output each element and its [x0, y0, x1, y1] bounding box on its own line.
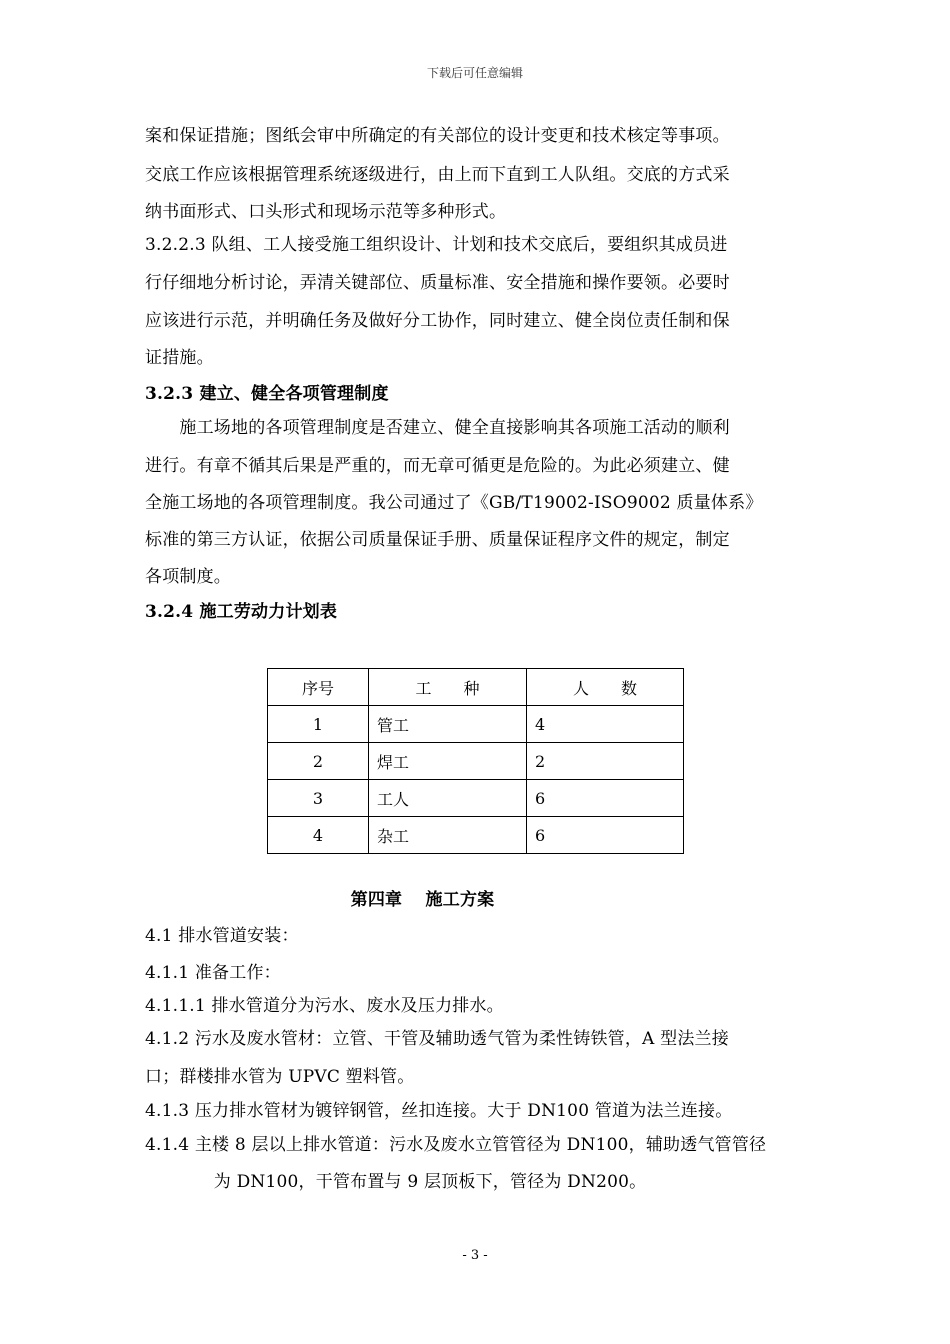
cell-trade: 焊工: [369, 743, 527, 780]
section-heading-3-2-4: 3.2.4 施工劳动力计划表: [145, 602, 338, 622]
paragraph-line: 4.1.4 主楼 8 层以上排水管道：污水及废水立管管径为 DN100，辅助透气管管径: [145, 1135, 767, 1155]
cell-count: 6: [527, 817, 684, 854]
header-cell-seq: 序号: [268, 669, 369, 706]
paragraph-line: 标准的第三方认证，依据公司质量保证手册、质量保证程序文件的规定，制定: [145, 530, 730, 550]
paragraph-line: 全施工场地的各项管理制度。我公司通过了《GB/T19002-ISO9002 质量体系》: [145, 493, 763, 513]
paragraph-line: 4.1 排水管道安装：: [145, 926, 299, 946]
table-row: [268, 817, 684, 854]
cell-count: 2: [527, 743, 684, 780]
paragraph-line: 施工场地的各项管理制度是否建立、健全直接影响其各项施工活动的顺利: [145, 418, 730, 438]
cell-seq: 4: [268, 817, 369, 854]
paragraph-line: 应该进行示范，并明确任务及做好分工协作，同时建立、健全岗位责任制和保: [145, 311, 730, 331]
table-row: [268, 743, 684, 780]
page-header: 下载后可任意编辑: [426, 66, 523, 80]
paragraph-line: 交底工作应该根据管理系统逐级进行，由上而下直到工人队组。交底的方式采: [145, 165, 730, 185]
header-cell-count: 人 数: [527, 669, 684, 706]
cell-trade: 管工: [369, 706, 527, 743]
paragraph-line: 案和保证措施；图纸会审中所确定的有关部位的设计变更和技术核定等事项。: [145, 126, 730, 146]
paragraph-line: 口；群楼排水管为 UPVC 塑料管。: [145, 1067, 415, 1087]
cell-seq: 1: [268, 706, 369, 743]
cell-seq: 3: [268, 780, 369, 817]
cell-count: 6: [527, 780, 684, 817]
paragraph-line: 证措施。: [145, 348, 214, 368]
paragraph-line: 为 DN100，干管布置与 9 层顶板下，管径为 DN200。: [145, 1172, 647, 1192]
paragraph-line: 各项制度。: [145, 567, 231, 587]
table-header-row: [268, 669, 684, 706]
paragraph-line: 行仔细地分析讨论，弄清关键部位、质量标准、安全措施和操作要领。必要时: [145, 273, 730, 293]
paragraph-line: 纳书面形式、口头形式和现场示范等多种形式。: [145, 202, 507, 222]
cell-trade: 工人: [369, 780, 527, 817]
paragraph-line: 3.2.2.3 队组、工人接受施工组织设计、计划和技术交底后，要组织其成员进: [145, 235, 728, 255]
paragraph-line: 4.1.1.1 排水管道分为污水、废水及压力排水。: [145, 996, 504, 1016]
paragraph-line: 进行。有章不循其后果是严重的，而无章可循更是危险的。为此必须建立、健: [145, 456, 730, 476]
page-number: - 3 -: [462, 1248, 488, 1263]
table-row: [268, 780, 684, 817]
header-cell-trade: 工 种: [369, 669, 527, 706]
cell-trade: 杂工: [369, 817, 527, 854]
section-heading-3-2-3: 3.2.3 建立、健全各项管理制度: [145, 384, 389, 404]
paragraph-line: 4.1.2 污水及废水管材：立管、干管及辅助透气管为柔性铸铁管，A 型法兰接: [145, 1029, 729, 1049]
labor-plan-table: [267, 668, 684, 854]
paragraph-line: 4.1.3 压力排水管材为镀锌钢管，丝扣连接。大于 DN100 管道为法兰连接。: [145, 1101, 733, 1121]
chapter-title: 第四章 施工方案: [350, 890, 495, 910]
cell-count: 4: [527, 706, 684, 743]
cell-seq: 2: [268, 743, 369, 780]
paragraph-line: 4.1.1 准备工作：: [145, 963, 281, 983]
table-row: [268, 706, 684, 743]
